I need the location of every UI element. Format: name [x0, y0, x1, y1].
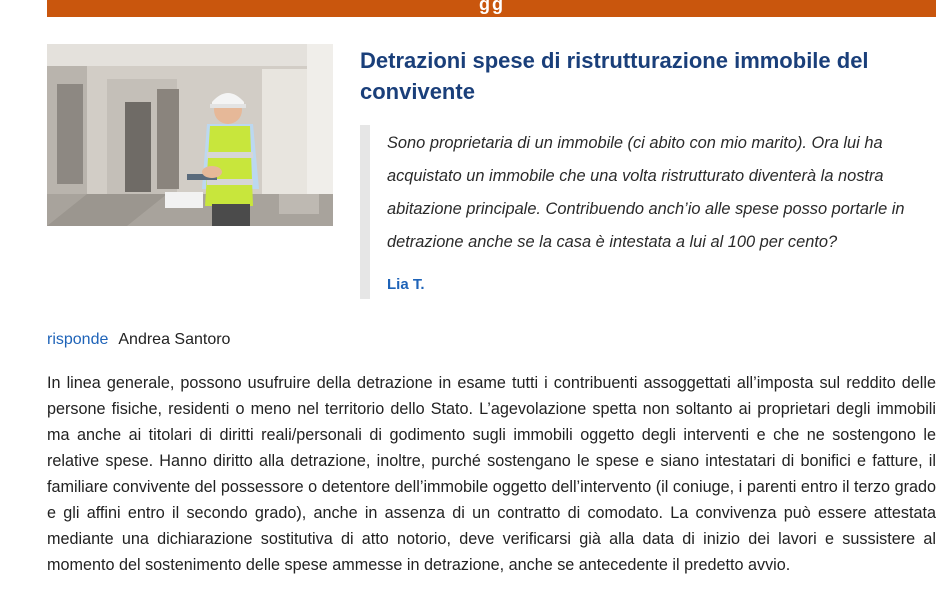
reply-author[interactable]: Andrea Santoro	[118, 331, 231, 348]
article-photo	[47, 44, 333, 226]
reply-verb: risponde	[47, 331, 109, 348]
article-title: Detrazioni spese di ristrutturazione immobile del convivente	[360, 48, 869, 104]
quote-bar	[360, 125, 370, 299]
construction-worker-illustration	[47, 44, 333, 226]
question-text: Sono proprietaria di un immobile (ci abito con mio marito). Ora lui ha acquistato un immobile che una volta ristrutturato diventerà la nostra abitazione principale. Contribuendo anch’io alle spese posso portarle in detrazione anche se la casa è intestata a lui al 100 per cento?	[387, 134, 905, 251]
top-banner	[47, 0, 936, 17]
question-author: Lia T.	[387, 276, 425, 293]
banner-heading-fragment: gg	[479, 0, 505, 14]
question-block	[360, 125, 936, 299]
answer-paragraph: In linea generale, possono usufruire della detrazione in esame tutti i contribuenti assoggettati all’imposta sul reddito delle persone fisiche, residenti o meno nel territorio dello Stato. L’agevolazione spetta non soltanto ai proprietari degli immobili ma anche ai titolari di diritti reali/personali di godimento sugli immobili oggetto degli interventi e che ne sostengono le relative spese. Hanno diritto alla detrazione, inoltre, purché sostengano le spese e siano intestatari di bonifici e fatture, il familiare convivente del possessore o detentore dell’immobile oggetto dell’intervento (il coniuge, i parenti entro il terzo grado e gli affini entro il secondo grado), anche in assenza di un contratto di comodato. La convivenza può essere attestata mediante una dichiarazione sostitutiva di atto notorio, deve verificarsi già alla data di inizio dei lavori e sussistere al momento del sostenimento delle spese ammesse in detrazione, anche se antecedente il predetto avvio.	[47, 374, 936, 574]
reply-line	[47, 330, 230, 350]
